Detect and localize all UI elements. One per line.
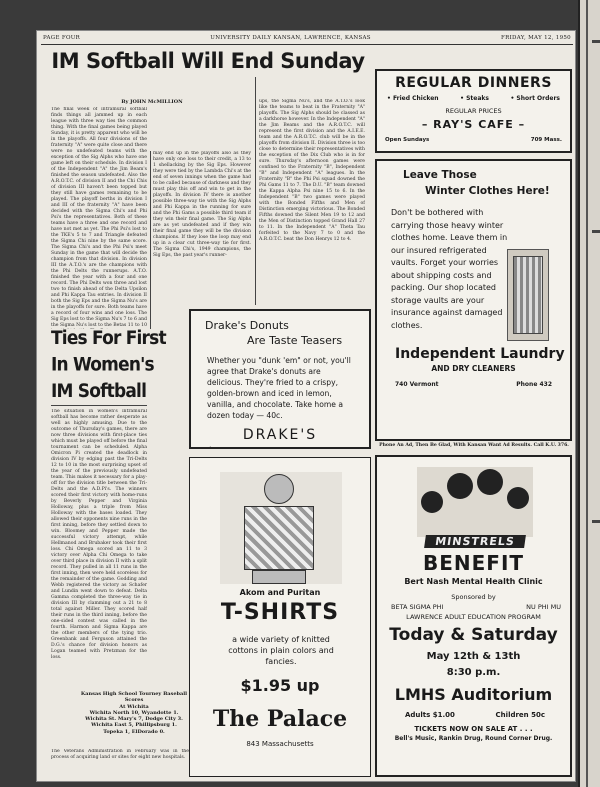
ticket-outlets: Bell's Music, Rankin Drug, Round Corner Drug. bbox=[394, 735, 553, 742]
column-rule bbox=[255, 77, 256, 305]
palace-ad bbox=[189, 457, 371, 777]
laundry-sub: AND DRY CLEANERS bbox=[431, 364, 516, 373]
wardrobe-illustration bbox=[507, 249, 549, 341]
running-head bbox=[41, 33, 573, 45]
palace-brand: Akom and Puritan bbox=[239, 588, 321, 597]
minstrels-ad bbox=[375, 455, 572, 777]
masthead-line: UNIVERSITY DAILY KANSAN, LAWRENCE, KANSAS bbox=[210, 35, 371, 41]
want-ad-strip: Phone An Ad, Then Be Glad, With Kansan Want Ad Results. Call K.U. 376. bbox=[379, 443, 569, 448]
drakes-name: DRAKE'S bbox=[242, 427, 318, 443]
ad-body: Don't be bothered with carrying those heavy winter clothes home. Leave them in our insured refrigerated vaults. Forget your worries about shipping costs and packing. Our shop located storage vaults are your insurance against damaged clothes. bbox=[391, 208, 508, 330]
show-dates: May 12th & 13th bbox=[426, 651, 521, 662]
score-line: At Wichita bbox=[119, 703, 149, 710]
scan-mark bbox=[592, 40, 600, 43]
ad-head-1: Drake's Donuts bbox=[205, 319, 289, 332]
issue-date: FRIDAY, MAY 12, 1950 bbox=[501, 35, 571, 41]
article1-col2: may end up in the playoffs also as they have only one loss to their credit, a 13 to 1 shellacking by the Sig Eps. However they were tied by the Lambda Chi's at the end of seven innings when the game had to be called because of darkness and they must play this off and win to get in the playoffs. In division IV there is another possible three-way tie with the Sig Alphs and Phi Kappa in the running for sure and the Phi Gams a possible third team if they win their final game. The Sig Alphs are as yet undefeated and if they win their final game they will be the division champions. If they lose the loop may end up in a clear cut three-way tie for first. The Sigma Chi's, 1949 champions, the Sig Eps, the past year's runner- bbox=[153, 151, 251, 258]
minstrels-illustration bbox=[417, 467, 533, 537]
face-icon bbox=[264, 474, 294, 504]
performer-icon bbox=[477, 469, 503, 495]
softball-headline: IM Softball Will End Sunday bbox=[51, 49, 365, 73]
sponsors: BETA SIGMA PHI NU PHI MU bbox=[391, 603, 561, 611]
ad-body: Whether you "dunk 'em" or not, you'll agree that Drake's donuts are delicious. They're fried to a crispy, golden-brown and iced in lemon, vanilla, and chocolate. Take home a dozen today — 40c. bbox=[207, 356, 351, 420]
ad-business-name: – RAY'S CAFE – bbox=[421, 118, 526, 131]
menu-item: • Fried Chicken bbox=[387, 95, 439, 102]
ad-footer bbox=[191, 443, 369, 449]
drakes-donuts-ad bbox=[189, 309, 371, 449]
headline-rule bbox=[51, 405, 147, 406]
baseball-scores bbox=[79, 691, 189, 735]
score-line: Wichita St. Mary's 7, Dodge City 3. bbox=[85, 716, 183, 723]
laundry-ad bbox=[375, 159, 572, 441]
sponsor-program: LAWRENCE ADULT EDUCATION PROGRAM bbox=[406, 613, 541, 621]
palace-title: T-SHIRTS bbox=[220, 600, 340, 625]
article2-filler: The Veterans Administration in February was in the process of acquiring land or sites for eight new hospitals. bbox=[51, 749, 189, 760]
ad-head-2: Are Taste Teasers bbox=[247, 334, 343, 347]
newspaper-page bbox=[36, 30, 576, 782]
page-number: PAGE FOUR bbox=[43, 35, 81, 41]
column-rule bbox=[150, 151, 151, 329]
menu-item: • Steaks bbox=[460, 95, 489, 102]
scores-title: Kansas High School Tourney Baseball Scores bbox=[80, 691, 188, 704]
article1-col1: The final week of intramural softball finds things all jammed up in each league with three way ties the common thing. With the final games being played Sunday, it is pretty apparent who will be in the playoffs. All four divisions of the fraternity "A" were quite close and there were no undefeated teams with the exception of the Sig Alphs who have one game left on their schedule. In division I of the Independent "A" the Jim Beam's finished the season undefeated. Also the A.R.O.T.C. of division II and the Chi Chis of division III haven't been topped but they still have games remaining to be played. The playoff berths in division I and III of the fraternity "A" have been decided with the Sigma Chi's and Phi Psi's the representatives. Both of these teams have a three and one record and have not met as yet. The Phi Psi's lost to the TKE's 5 to 7 and Triangle defeated the Sigma Chi nine by the same score. The Sigma Chi's and the Phi Psi's meet Sunday in the game that will decide the champion from that division. In division III the A.T.O.'s are the champions with the Phi Delts the runnerups. A.T.O. finished the year with a four and one record. The Phi Delts won three and lost two to finish ahead of the Delta Upsilon and Phi Kappa Tau entries. In division II both the Sig Eps and the Sigma Nu's are in the playoffs for sure. Both teams have a record of four wins and one loss. The Sig Eps lost to the Sigma Nu's 7 to 6 and the Sigma Nu's lost to the Betas 11 to 10 bbox=[51, 107, 147, 328]
palace-price: $1.95 up bbox=[240, 676, 320, 695]
palace-addr: 843 Massachusetts bbox=[246, 740, 314, 748]
ad-head-2: Winter Clothes Here! bbox=[425, 185, 550, 197]
laundry-name: Independent Laundry bbox=[395, 346, 565, 362]
minstrels-title: BENEFIT bbox=[422, 551, 525, 575]
performer-icon bbox=[507, 487, 529, 509]
article2-body: The situation in women's intramural softball has become rather desperate as well as highly amusing. Due to the outcome of Thursday's games, there are now three divisions with first-place ties which must be played off before the final tournament can be scheduled. Alpha Omicron Pi created the deadlock in division IV by edging past the Tri-Delts 12 to 10 in the most surprising upset of the year of the previously undefeated team. This makes it necessary for a play-off for the division title between the Tri-Delts and the A.D.Pi's. The winners scored their first victory with home-runs by Beverly Pepper and Virginia Holloway, plus a triple from Miss Holloway with the bases loaded. They allowed their opponents nine runs in the first inning, before they settled down to win. Bloomey and Pepper made the successful victory attempt, while Hellmanod and Brubaker took their first loss. Chi Omega scored an 11 to 3 victory over Alpha Chi Omega to take over third place in division II with a split record. They pulled in all 11 runs in the first inning, then were held scoreless for the remainder of the game. Godding and Webb registered the victory as Schafer and Lundin went down to defeat. Delta Gamma completed the three-way tie in division III by clamming out a 21 to 8 total against Miller. They scored half their runs in the third inning, before the one-sided contest was called in the fourth. Harmon and Sigma Kappa are the other members of the tying trio. Greenbank and Ferguson attained the D.G.'s chance for division honors as Logan teamed with Pretzman for the loss. bbox=[51, 409, 147, 660]
show-when: Today & Saturday bbox=[389, 625, 558, 645]
score-line: Wichita North 10, Wyandotte 1. bbox=[89, 709, 179, 716]
scan-mark bbox=[592, 520, 600, 523]
score-line: Wichita East 5, Phillipsburg 1. bbox=[91, 722, 177, 729]
ad-prices: REGULAR PRICES bbox=[445, 107, 502, 115]
menu-item: • Short Orders bbox=[510, 95, 560, 102]
menu-items bbox=[377, 91, 570, 102]
ad-head-1: Leave Those bbox=[403, 169, 477, 181]
scan-mark bbox=[592, 230, 600, 233]
ad-title: REGULAR DINNERS bbox=[395, 75, 552, 91]
performer-icon bbox=[421, 491, 443, 513]
minstrels-sub: Bert Nash Mental Health Clinic bbox=[404, 577, 543, 586]
article1-byline: By JOHN McMILLION bbox=[121, 99, 183, 105]
womens-softball-headline: Ties For First In Women's IM Softball bbox=[51, 327, 166, 403]
show-time: 8:30 p.m. bbox=[446, 667, 501, 678]
performer-icon bbox=[447, 473, 473, 499]
palace-name: The Palace bbox=[212, 706, 348, 732]
article1-col3: ups, the Sigma Nu's, and the A.T.O.'s look like the teams to beat in the Fraternity "A" playoffs. The Sig Alphs should be classed as a darkhorse however. In the Independent "A" the Jim Beams and the A.R.O.T.C. will represent the first division and the A.I.E.E. team and the A.R.O.T.C. club will be in the playoffs from division II. Division three is too close to determine their representatives with the exception of the Dix Club who is in for sure. Thursday's afternoon games were confined to the Fraternity "B", Independent "B" and Independent "A" leagues. In the Fraternity "B" the Phi Psi squad downed the Phi Gams 11 to 7. The D.U. "B" team downed the Kappa Alpha Psi nine 15 to 6. In the Independent "B" two games were played with the Bonded Fifths and Men of Distinction emerging victorious. The Bonded Fifths downed the Silent Men 19 to 12 and the Men of Distinction topped Grand Hall 27 to 11. In the Independent "A" Theta Tau forfeited to the Navy 7 to 0 and the A.R.O.T.C. beat the Don Henrys 12 to 4. bbox=[259, 99, 365, 242]
ticket-prices: Adults $1.00 Children 50c bbox=[405, 711, 545, 719]
tickets-line: TICKETS NOW ON SALE AT . . . bbox=[414, 725, 533, 733]
tshirt-man-illustration bbox=[220, 472, 342, 584]
sponsored-by: Sponsored by bbox=[451, 593, 496, 601]
page-fold bbox=[586, 0, 588, 787]
adjacent-page-edge bbox=[578, 0, 600, 787]
ad-footer: 740 Vermont Phone 432 bbox=[395, 381, 552, 388]
trousers-icon bbox=[252, 570, 306, 584]
minstrels-banner: MINSTRELS bbox=[424, 535, 526, 548]
hanging-clothes-icon bbox=[513, 256, 543, 334]
palace-body: a wide variety of knitted cottons in plain colors and fancies. bbox=[228, 635, 334, 666]
tshirt-icon bbox=[244, 506, 314, 570]
rays-cafe-ad bbox=[375, 69, 572, 153]
score-line: Topeka 1, ElDorado 0. bbox=[103, 728, 165, 735]
show-venue: LMHS Auditorium bbox=[394, 685, 553, 704]
ad-footer: Open Sundays 709 Mass. bbox=[385, 137, 562, 143]
